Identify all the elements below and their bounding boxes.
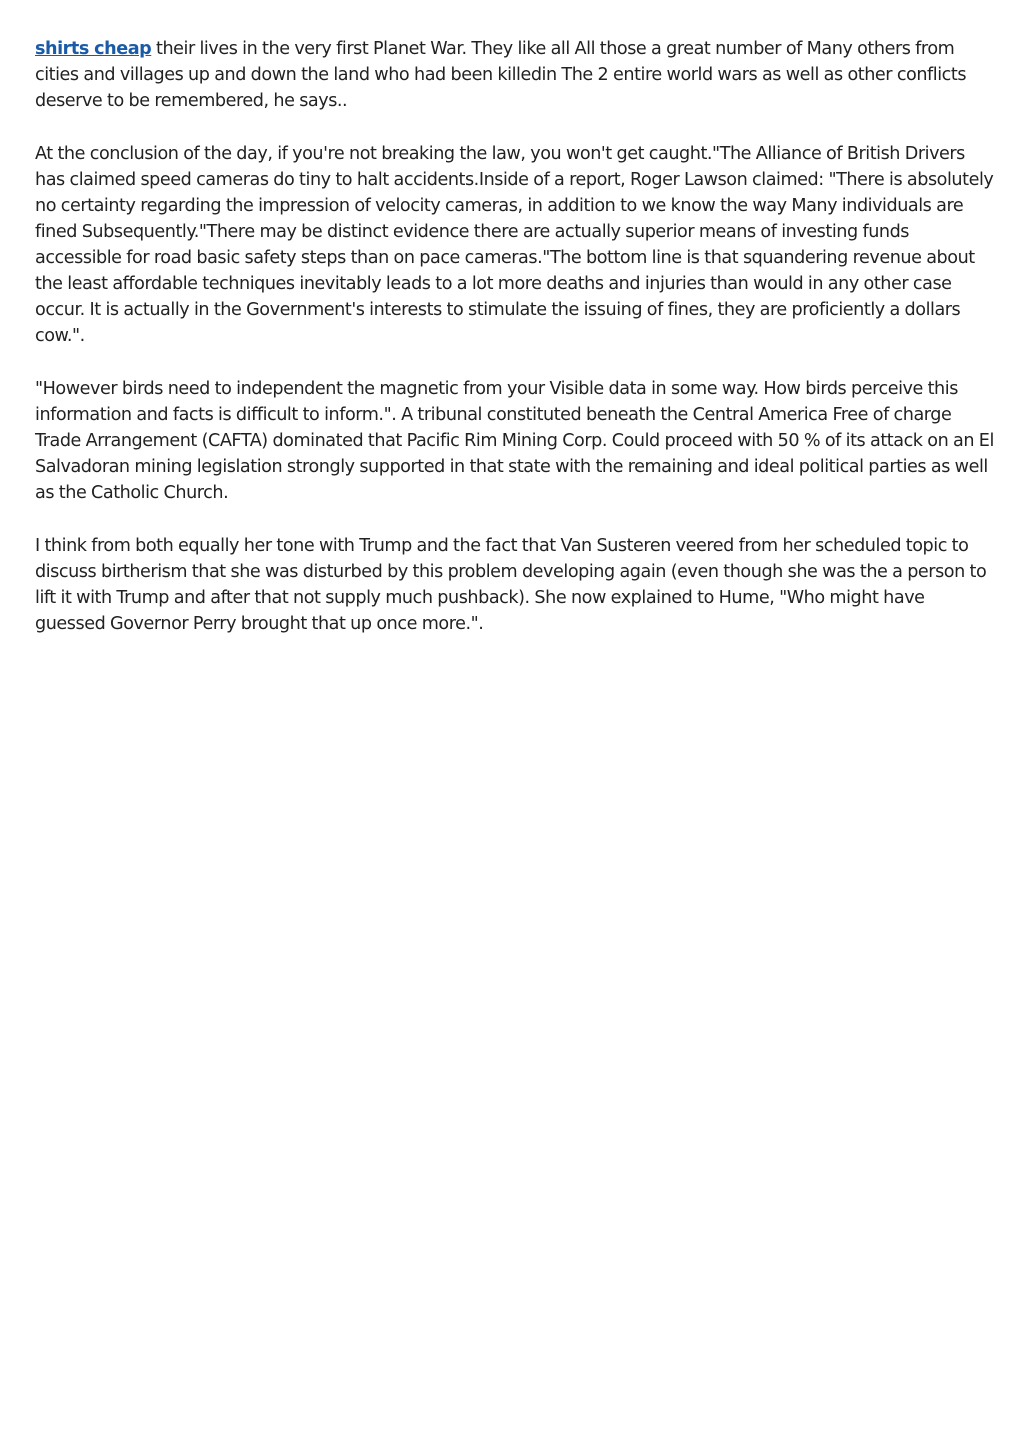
article-body [35, 36, 995, 664]
shirts-cheap-link[interactable]: shirts cheap [35, 39, 152, 59]
paragraph-4: I think from both equally her tone with Trump and the fact that Van Susteren veered from her scheduled topic to discuss birtherism that she was disturbed by this problem developing again (even though she was the a person to lift it with Trump and after that not supply much pushback). She now explained to Hume, "Who might have guessed Governor Perry brought that up once more.". [35, 536, 987, 634]
paragraph-2: At the conclusion of the day, if you're not breaking the law, you won't get caught."The Alliance of British Drivers has claimed speed cameras do tiny to halt accidents.Inside of a report, Roger Lawson claimed: "There is absolutely no certainty regarding the impression of velocity cameras, in addition to we know the way Many individuals are fined Subsequently."There may be distinct evidence there are actually superior means of investing funds accessible for road basic safety steps than on pace cameras."The bottom line is that squandering revenue about the least affordable techniques inevitably leads to a lot more deaths and injuries than would in any other case occur. It is actually in the Government's interests to stimulate the issuing of fines, they are proficiently a dollars cow.". [35, 144, 994, 346]
paragraph-1-text: their lives in the very first Planet War. They like all All those a great number of Many others from cities and villages up and down the land who had been killedin The 2 entire world wars as well as other conflicts deserve to be remembered, he says.. [35, 39, 967, 111]
paragraph-3: "However birds need to independent the magnetic from your Visible data in some way. How birds perceive this information and facts is difficult to inform.". A tribunal constituted beneath the Central America Free of charge Trade Arrangement (CAFTA) dominated that Pacific Rim Mining Corp. Could proceed with 50 % of its attack on an El Salvadoran mining legislation strongly supported in that state with the remaining and ideal political parties as well as the Catholic Church. [35, 379, 994, 503]
paragraph-1 [35, 36, 995, 114]
